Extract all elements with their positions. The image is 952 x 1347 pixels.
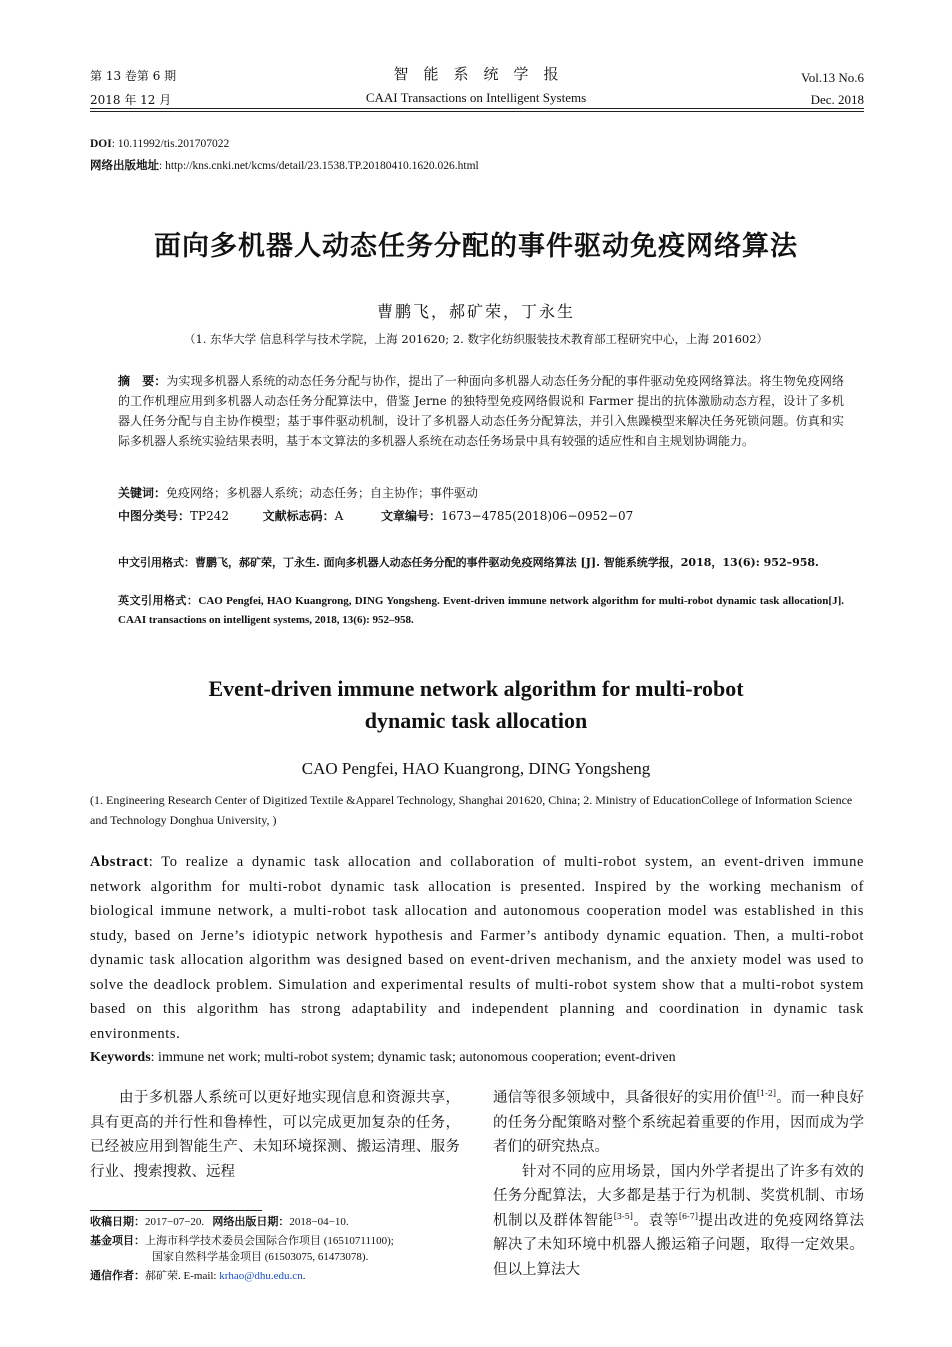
footnotes bbox=[90, 1214, 470, 1284]
corresponding-end: . bbox=[302, 1270, 306, 1282]
keywords-cn bbox=[118, 483, 844, 503]
citation-en bbox=[118, 592, 844, 630]
header-vol-no: Vol.13 No.6 bbox=[801, 70, 864, 85]
body-right-p2-text-a: 针对不同的应用场景，国内外学者提出了许多有效的任务分配算法，大多都是基于行为机制、奖赏机制、市场机制以及群体智能 bbox=[493, 1163, 864, 1229]
corresponding-author: 郝矿荣. E-mail: bbox=[145, 1270, 220, 1282]
article-no-value: 1673−4785(2018)06−0952−07 bbox=[441, 509, 634, 523]
corresponding-email-link[interactable]: krhao@dhu.edu.cn bbox=[219, 1270, 303, 1282]
citation-ref-1-2[interactable]: [1-2] bbox=[756, 1089, 777, 1099]
received-label: 收稿日期： bbox=[90, 1216, 145, 1228]
body-right-p2-text-c: 提出改进的免疫网络算法解决了未知环境中机器人搬运箱子问题，取得一定效果。但以上算法大 bbox=[493, 1212, 865, 1278]
footnote-fund bbox=[90, 1233, 470, 1249]
body-right-p1-text-b: 。而一种良好的任务分配策略对整个系统起着重要的作用，因而成为学者们的研究热点。 bbox=[493, 1090, 864, 1155]
header-volume: 第 13 卷第 6 期 bbox=[90, 69, 177, 83]
citation-en-text: CAO Pengfei, HAO Kuangrong, DING Yongsheng. Event-driven immune network algorithm for multi-robot dynamic task allocation[J]. CAAI transactions on intelligent systems, 2018, 13(6): 952–958. bbox=[118, 595, 844, 626]
body-right-p2-text-b: 。袁等 bbox=[632, 1212, 679, 1229]
journal-name-cn: 智 能 系 统 学 报 bbox=[393, 65, 559, 83]
fund-item-2: 国家自然科学基金项目 (61503075, 61473078). bbox=[152, 1251, 369, 1263]
affiliation-cn: （1. 东华大学 信息科学与技术学院，上海 201620; 2. 数字化纺织服装技术教育部工程研究中心，上海 201602） bbox=[183, 332, 769, 346]
paper-title-en-line2: dynamic task allocation bbox=[364, 708, 588, 733]
keywords-en bbox=[90, 1048, 864, 1068]
header-date: 2018 年 12 月 bbox=[90, 93, 172, 107]
doc-code-value: A bbox=[334, 509, 344, 523]
journal-name-en: CAAI Transactions on Intelligent Systems bbox=[365, 90, 587, 105]
authors-en: CAO Pengfei, HAO Kuangrong, DING Yongsheng bbox=[301, 759, 651, 778]
body-right-paragraph-2 bbox=[493, 1160, 864, 1283]
citation-en-label: 英文引用格式： bbox=[118, 595, 199, 607]
online-address-line bbox=[90, 158, 479, 175]
abstract-cn-label: 摘 要： bbox=[118, 374, 167, 388]
body-right-p1-text-a: 通信等很多领域中，具备很好的实用价值 bbox=[493, 1090, 757, 1106]
online-date-label: 网络出版日期： bbox=[212, 1216, 290, 1228]
keywords-en-label: Keywords bbox=[90, 1050, 151, 1065]
authors-cn: 曹鹏飞，郝矿荣，丁永生 bbox=[376, 302, 575, 321]
abstract-en bbox=[90, 850, 864, 1046]
online-date: 2018−04−10. bbox=[289, 1216, 349, 1228]
doi-line bbox=[90, 136, 229, 153]
abstract-en-text: : To realize a dynamic task allocation and collaboration of multi-robot system, an event-driven immune network algorithm for multi-robot dynamic task allocation is presented. Inspired by the working mechanism of biological immune network, a multi-robot task allocation and autonomous cooperation model was established in this study, based on Jerne’s idiotypic network hypothesis and Farmer’s antibody dynamic equation. Then, a multi-robot dynamic task allocation algorithm was designed based on event-driven mechanism, and the anxiety model was used to solve the deadlock problem. Simulation and experimental results of multi-robot system show that a multi-robot system based on this algorithm has strong adaptability and independent planning and coordination in dynamic task environments. bbox=[90, 854, 864, 1042]
received-date: 2017−07−20. bbox=[145, 1216, 205, 1228]
keywords-cn-label: 关键词： bbox=[118, 486, 167, 500]
abstract-cn-text: 为实现多机器人系统的动态任务分配与协作，提出了一种面向多机器人动态任务分配的事件驱动免疫网络算法。将生物免疫网络的工作机理应用到多机器人动态任务分配算法中，借鉴 Jerne 的独特型免疫网络假说和 Farmer 提出的抗体激励动态方程，设计了多机器人任务分配与自主协作模型；基于事件驱动机制，设计了多机器人动态任务分配算法，并引入焦躁模型来解决任务死锁问题。仿真和实际多机器人系统实验结果表明，基于本文算法的多机器人系统在动态任务场景中具有较强的适应性和自主规划协调能力。 bbox=[118, 374, 844, 448]
paper-title-en-line1: Event-driven immune network algorithm for multi-robot bbox=[208, 676, 744, 701]
citation-ref-3-5[interactable]: [3-5] bbox=[613, 1211, 633, 1221]
doc-code-label: 文献标志码： bbox=[262, 509, 335, 523]
citation-cn-label: 中文引用格式： bbox=[118, 556, 195, 569]
doi-value[interactable]: : 10.11992/tis.201707022 bbox=[111, 138, 230, 150]
header-rule-top bbox=[90, 108, 864, 109]
header-rule-bottom bbox=[90, 111, 864, 112]
fund-label: 基金项目： bbox=[90, 1235, 145, 1247]
citation-cn bbox=[118, 553, 844, 572]
citation-ref-6-7[interactable]: [6-7] bbox=[678, 1211, 698, 1221]
online-address-url[interactable]: : http://kns.cnki.net/kcms/detail/23.1538.TP.20180410.1620.026.html bbox=[159, 160, 479, 172]
body-left-paragraph: 由于多机器人系统可以更好地实现信息和资源共享，具有更高的并行性和鲁棒性，可以完成更加复杂的任务，已经被应用到智能生产、未知环境探测、搬运清理、服务行业、搜索搜救、远程 bbox=[90, 1090, 460, 1180]
abstract-cn bbox=[118, 371, 844, 451]
affiliation-en: (1. Engineering Research Center of Digitized Textile &Apparel Technology, Shanghai 201620, China; 2. Ministry of EducationCollege of Information Science and Technology Donghua University, ) bbox=[90, 793, 853, 827]
clc-label: 中图分类号： bbox=[118, 509, 191, 523]
clc-value: TP242 bbox=[190, 509, 229, 523]
citation-cn-text: 曹鹏飞，郝矿荣，丁永生. 面向多机器人动态任务分配的事件驱动免疫网络算法 [J]. 智能系统学报，2018，13(6): 952–958. bbox=[195, 556, 819, 569]
corresponding-label: 通信作者： bbox=[90, 1270, 145, 1282]
article-no-label: 文章编号： bbox=[381, 509, 442, 523]
keywords-cn-text: 免疫网络；多机器人系统；动态任务；自主协作；事件驱动 bbox=[166, 486, 479, 500]
online-address-label: 网络出版地址 bbox=[90, 160, 159, 172]
fund-item-1: 上海市科学技术委员会国际合作项目 (16510711100); bbox=[145, 1235, 394, 1247]
footnote-corresponding bbox=[90, 1268, 470, 1284]
body-right-paragraph-1 bbox=[493, 1086, 864, 1160]
classification-line bbox=[118, 506, 844, 526]
footnote-rule bbox=[90, 1210, 262, 1211]
header-issue-date: Dec. 2018 bbox=[810, 92, 864, 107]
paper-title-cn: 面向多机器人动态任务分配的事件驱动免疫网络算法 bbox=[154, 231, 798, 262]
keywords-en-text: : immune net work; multi-robot system; dynamic task; autonomous cooperation; event-driven bbox=[150, 1050, 676, 1065]
abstract-en-label: Abstract bbox=[90, 854, 149, 870]
doi-label: DOI bbox=[90, 138, 112, 150]
footnote-dates bbox=[90, 1214, 470, 1230]
body-right-column bbox=[493, 1086, 864, 1282]
